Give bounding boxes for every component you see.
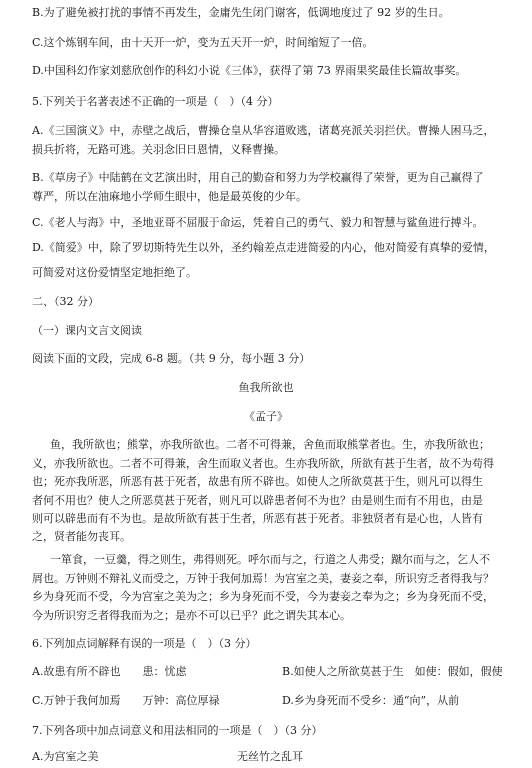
option-d-q6: D.乡为身死而不受乡：通“向”，从前 bbox=[282, 694, 460, 707]
option-c-q6: C.万钟于我何加焉 万钟：高位厚禄 bbox=[32, 694, 220, 707]
option-b-q4: B.为了避免被打扰的事情不再发生，金庸先生闭门谢客，低调地度过了 92 岁的生日。 bbox=[32, 6, 450, 19]
option-a-q5-line2: 损兵折将，无路可逃。关羽念旧日恩情，义释曹操。 bbox=[32, 143, 285, 156]
q7-option-a-left: A.为宫室之美 bbox=[32, 750, 99, 763]
passage-title: 鱼我所欲也 bbox=[238, 381, 294, 394]
option-d-q5-line1: D.《简爱》中，除了罗切斯特先生以外，圣约翰差点走进简爱的内心，他对简爱有真挚的爱情， bbox=[32, 241, 495, 254]
q6-options-row1 bbox=[32, 665, 518, 679]
subsection-heading: （一）课内文言文阅读 bbox=[32, 324, 142, 337]
option-c-q5: C.《老人与海》中，圣地亚哥不屈服于命运，凭着自己的勇气、毅力和智慧与鲨鱼进行搏斗。 bbox=[32, 216, 484, 229]
passage-author: 《孟子》 bbox=[244, 410, 288, 423]
passage-p1-line4: 者何不用也？使人之所恶莫甚于死者，则凡可以辟患者何不为也？由是则生而有不用也，由是 bbox=[32, 494, 483, 507]
question-7: 7.下列各项中加点词意义和用法相同的一项是（ ）（3 分） bbox=[32, 724, 323, 737]
option-c-q4: C.这个炼钢车间，由十天开一炉，变为五天开一炉，时间缩短了一倍。 bbox=[32, 36, 374, 49]
option-b-q5-line2: 尊严，所以在油麻地小学师生眼中，他是最英俊的少年。 bbox=[32, 190, 307, 203]
q7-option-a-right: 无丝竹之乱耳 bbox=[237, 750, 303, 763]
q7-option-a bbox=[32, 750, 518, 764]
passage-p2-line2: 屑也。万钟则不辩礼义而受之，万钟于我何加焉！为宫室之美，妻妾之奉，所识穷乏者得我与？ bbox=[32, 572, 494, 585]
passage-p1-line2: 义，亦我所欲也。二者不可得兼，舍生而取义者也。生亦我所欲，所欲有甚于生者，故不为苟得 bbox=[32, 457, 494, 470]
option-a-q6: A.故患有所不辟也 患：忧虑 bbox=[32, 665, 187, 678]
option-b-q6: B.如使人之所欲莫甚于生 如使：假如，假使 bbox=[282, 665, 503, 678]
section-heading: 二、（32 分） bbox=[32, 295, 99, 308]
question-5: 5.下列关于名著表述不正确的一项是（ ）（4 分） bbox=[32, 95, 279, 108]
question-6: 6.下列加点词解释有误的一项是（ ）（3 分） bbox=[32, 637, 257, 650]
passage-p1-line3: 也；死亦我所恶，所恶有甚于死者，故患有所不辟也。如使人之所欲莫甚于生，则凡可以得生 bbox=[32, 475, 483, 488]
passage-p2-line4: 今为所识穷乏者得我而为之；是亦不可以已乎？此之谓失其本心。 bbox=[32, 609, 351, 622]
passage-p2-line1: 一箪食，一豆羹，得之则生，弗得则死。呼尔而与之，行道之人弗受；蹴尔而与之，乞人不 bbox=[50, 553, 490, 566]
passage-p2-line3: 乡为身死而不受，今为宫室之美为之；乡为身死而不受，今为妻妾之奉为之；乡为身死而不受， bbox=[32, 590, 494, 603]
passage-p1-line5: 则可以辟患而有不为也。是故所欲有甚于生者，所恶有甚于死者。非独贤者有是心也，人皆有 bbox=[32, 512, 483, 525]
option-d-q5-line2: 可简爱对这份爱情坚定地拒绝了。 bbox=[32, 266, 197, 279]
passage-p1-line6: 之，贤者能勿丧耳。 bbox=[32, 530, 131, 543]
option-d-q4: D.中国科幻作家刘慈欣创作的科幻小说《三体》，获得了第 73 界雨果奖最佳长篇故事奖。 bbox=[32, 64, 467, 77]
option-a-q5-line1: A.《三国演义》中，赤壁之战后，曹操仓皇从华容道败逃，诸葛亮派关羽拦伏。曹操人困马乏， bbox=[32, 124, 495, 137]
reading-instruction: 阅读下面的文段，完成 6-8 题。（共 9 分，每小题 3 分） bbox=[32, 352, 311, 365]
passage-p1-line1: 鱼，我所欲也；熊掌，亦我所欲也。二者不可得兼，舍鱼而取熊掌者也。生，亦我所欲也； bbox=[50, 438, 490, 451]
option-b-q5-line1: B.《草房子》中陆鹤在文艺演出时，用自己的勤奋和努力为学校赢得了荣誉，更为自己赢得了 bbox=[32, 171, 484, 184]
q6-options-row2 bbox=[32, 694, 518, 708]
